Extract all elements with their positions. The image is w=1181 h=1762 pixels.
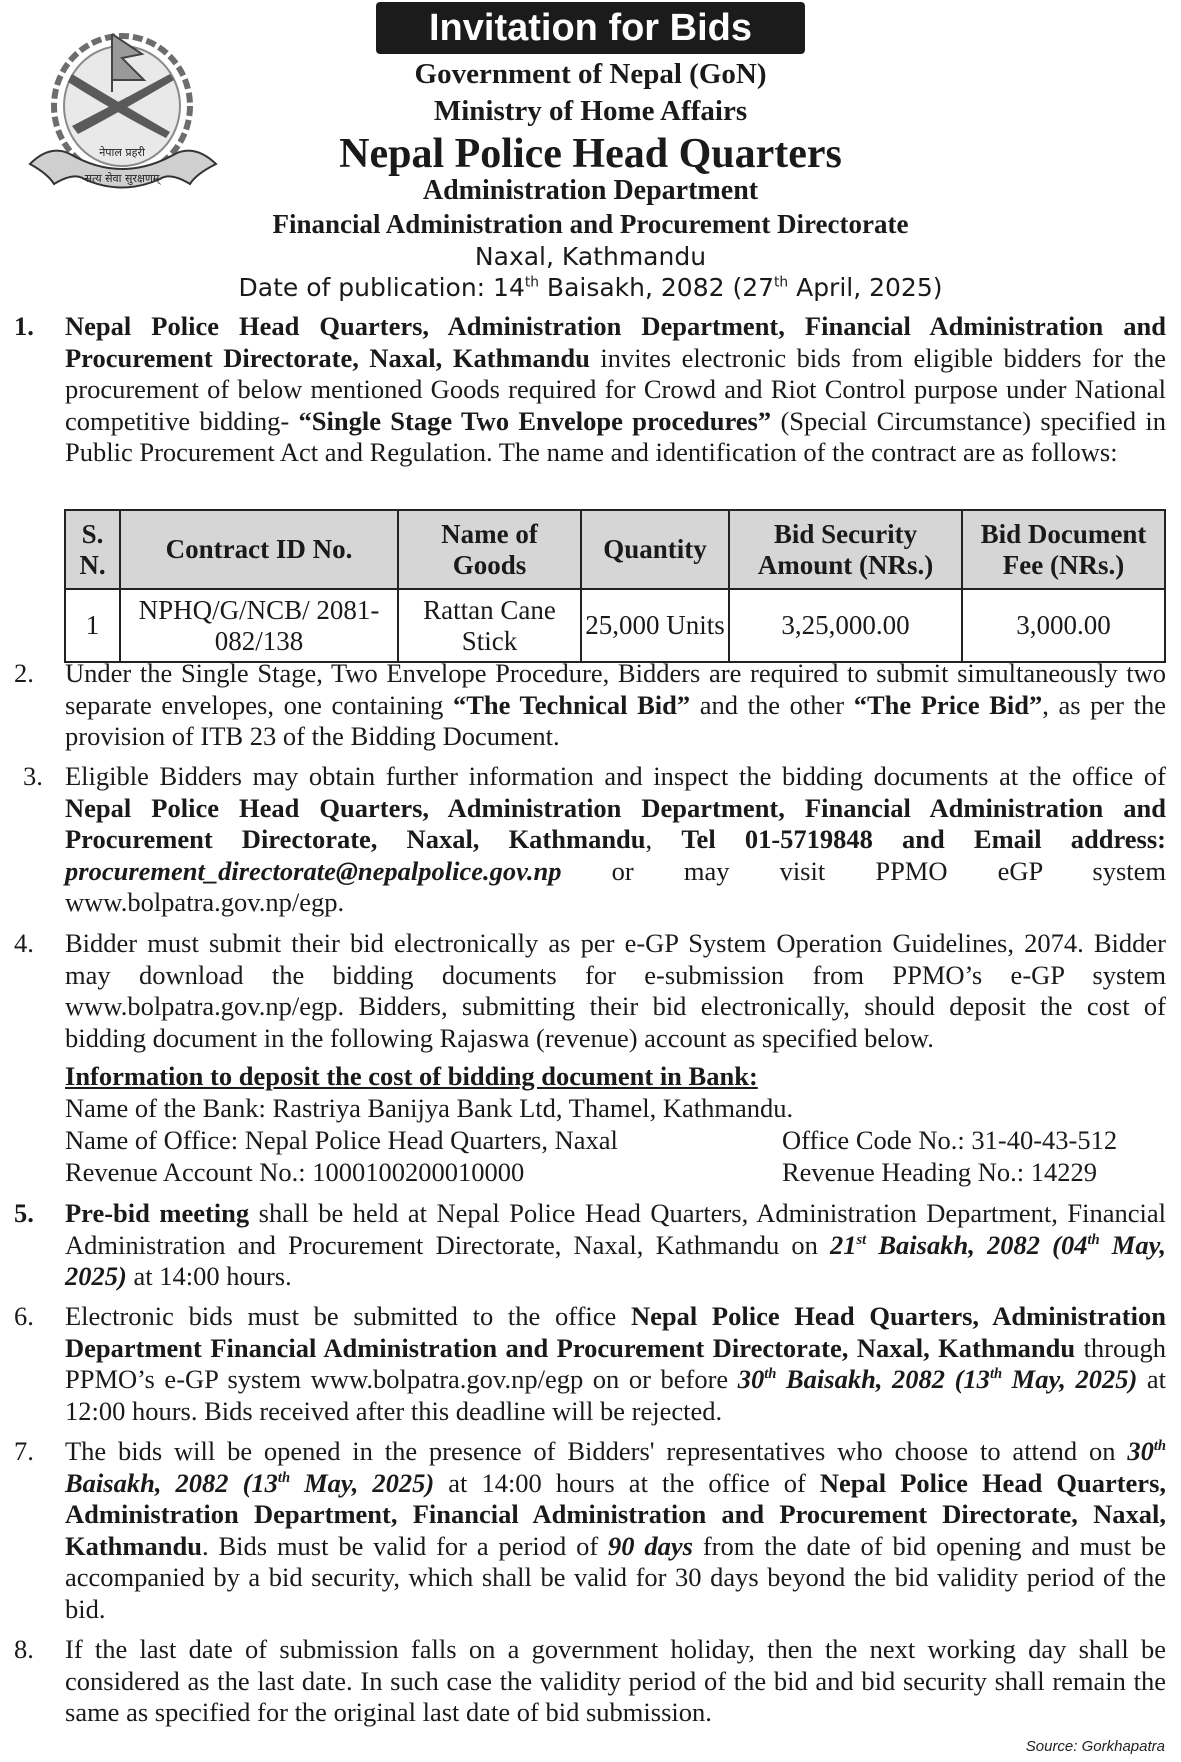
cell-goods: Rattan Cane Stick: [398, 589, 581, 662]
bank-office-row: [65, 1125, 1165, 1157]
header-goods: Name of Goods: [398, 510, 581, 589]
publication-date: Date of publication: 14th Baisakh, 2082 (27th April, 2025): [238, 273, 943, 302]
clause-text: Bidder must submit their bid electronically as per e-GP System Operation Guidelines, 2074. Bidder may download the bidding documents for e-submission from PPMO’s e-GP system www.bolpatra.gov.np/egp. Bidders, submitting their bid electronically, should deposit the cost of bidding document in the following Rajaswa (revenue) account as specified below.: [65, 928, 1166, 1053]
clause-text: If the last date of submission falls on a government holiday, then the next working day shall be considered as the last date. In such case the validity period of the bid and bid security shall remain the same as specified for the original last date of bid submission.: [65, 1634, 1166, 1727]
clause-2: [14, 658, 1166, 753]
bank-revenue-account: Revenue Account No.: 1000100200010000: [65, 1157, 525, 1187]
clause-number: 4.: [14, 928, 34, 958]
clause-number: 1.: [14, 311, 34, 341]
contract-table: [64, 509, 1166, 663]
header-organization: Nepal Police Head Quarters: [339, 131, 842, 177]
clause-number: 2.: [14, 658, 34, 688]
invitation-banner: Invitation for Bids: [376, 2, 805, 54]
cell-contract-id: NPHQ/G/NCB/ 2081-082/138: [120, 589, 398, 662]
header-document-fee: Bid Document Fee (NRs.): [962, 510, 1165, 589]
clause-number: 3.: [23, 761, 43, 791]
clause-number: 6.: [14, 1301, 34, 1331]
clause-3: [14, 761, 1166, 919]
table-header-row: [65, 510, 1165, 589]
bank-office: Name of Office: Nepal Police Head Quarters, Naxal: [65, 1125, 618, 1155]
clause-7: [14, 1436, 1166, 1625]
clause-text: Under the Single Stage, Two Envelope Procedure, Bidders are required to submit simultaneously two separate envelopes, one containing “The Technical Bid” and the other “The Price Bid”, as per the provision of ITB 23 of the Bidding Document.: [65, 658, 1166, 751]
clause-5: [14, 1198, 1166, 1293]
header-directorate: Financial Administration and Procurement Directorate: [272, 209, 909, 239]
bank-name: Name of the Bank: Rastriya Banijya Bank Ltd, Thamel, Kathmandu.: [65, 1093, 794, 1123]
cell-document-fee: 3,000.00: [962, 589, 1165, 662]
clause-number: 5.: [14, 1198, 34, 1228]
clause-4: [14, 928, 1166, 1054]
header-contract-id: Contract ID No.: [120, 510, 398, 589]
source-credit: Source: Gorkhapatra: [1025, 1738, 1165, 1755]
bank-info-title: Information to deposit the cost of bidding document in Bank:: [65, 1061, 758, 1091]
clause-text: Electronic bids must be submitted to the office Nepal Police Head Quarters, Administration Department Financial Administration and Procurement Directorate, Naxal, Kathmandu through PPMO’s e-GP system www.bolpatra.gov.np/egp on or before 30th Baisakh, 2082 (13th May, 2025) at 12:00 hours. Bids received after this deadline will be rejected.: [65, 1301, 1167, 1426]
cell-sn: 1: [65, 589, 120, 662]
header-sn: S. N.: [65, 510, 120, 589]
bank-office-code: Office Code No.: 31-40-43-512: [782, 1125, 1118, 1155]
header-bid-security: Bid Security Amount (NRs.): [729, 510, 962, 589]
emblem-text-bottom: सत्य सेवा सुरक्षणम्: [84, 172, 160, 185]
cell-quantity: 25,000 Units: [581, 589, 729, 662]
clause-number: 8.: [14, 1634, 34, 1664]
clause-8: [14, 1634, 1166, 1729]
bank-revenue-heading: Revenue Heading No.: 14229: [782, 1157, 1097, 1187]
header-quantity: Quantity: [581, 510, 729, 589]
clause-text: Nepal Police Head Quarters, Administration Department, Financial Administration and Procurement Directorate, Naxal, Kathmandu invites electronic bids from eligible bidders for the procurement of below mentioned Goods required for Crowd and Riot Control purpose under National competitive bidding- “Single Stage Two Envelope procedures” (Special Circumstance) specified in Public Procurement Act and Regulation. The name and identification of the contract are as follows:: [65, 311, 1166, 467]
clause-text: Pre-bid meeting shall be held at Nepal Police Head Quarters, Administration Department, Financial Administration and Procurement Directorate, Naxal, Kathmandu on 21st Baisakh, 2082 (04th May, 2025) at 14:00 hours.: [65, 1198, 1167, 1291]
clause-number: 7.: [14, 1436, 34, 1466]
email-link[interactable]: procurement_directorate@nepalpolice.gov.np: [65, 855, 562, 886]
clause-6: [14, 1301, 1166, 1427]
cell-bid-security: 3,25,000.00: [729, 589, 962, 662]
header-government: Government of Nepal (GoN): [414, 58, 767, 90]
bank-revenue-row: [65, 1157, 1165, 1189]
header-department: Administration Department: [422, 175, 759, 206]
clause-text: Eligible Bidders may obtain further information and inspect the bidding documents at the office of Nepal Police Head Quarters, Administration Department, Financial Administration and Procurement Directorate, Naxal, Kathmandu, Tel 01-5719848 and Email address: procurement_directorate@nepalpolice.gov.np or may visit PPMO eGP system www.bolpatra.gov.np/egp.: [65, 761, 1166, 917]
emblem-text-top: नेपाल प्रहरी: [99, 146, 145, 159]
header-ministry: Ministry of Home Affairs: [433, 95, 748, 127]
clause-text: The bids will be opened in the presence of Bidders' representatives who choose to attend on 30th Baisakh, 2082 (13th May, 2025) at 14:00 hours at the office of Nepal Police Head Quarters, Administration Department, Financial Administration and Procurement Directorate, Naxal, Kathmandu. Bids must be valid for a period of 90 days from the date of bid opening and must be accompanied by a bid security, which shall be valid for 30 days beyond the bid validity period of the bid.: [65, 1436, 1167, 1624]
header-address: Naxal, Kathmandu: [474, 242, 707, 271]
clause-1: [14, 311, 1166, 469]
table-row: [65, 589, 1165, 662]
